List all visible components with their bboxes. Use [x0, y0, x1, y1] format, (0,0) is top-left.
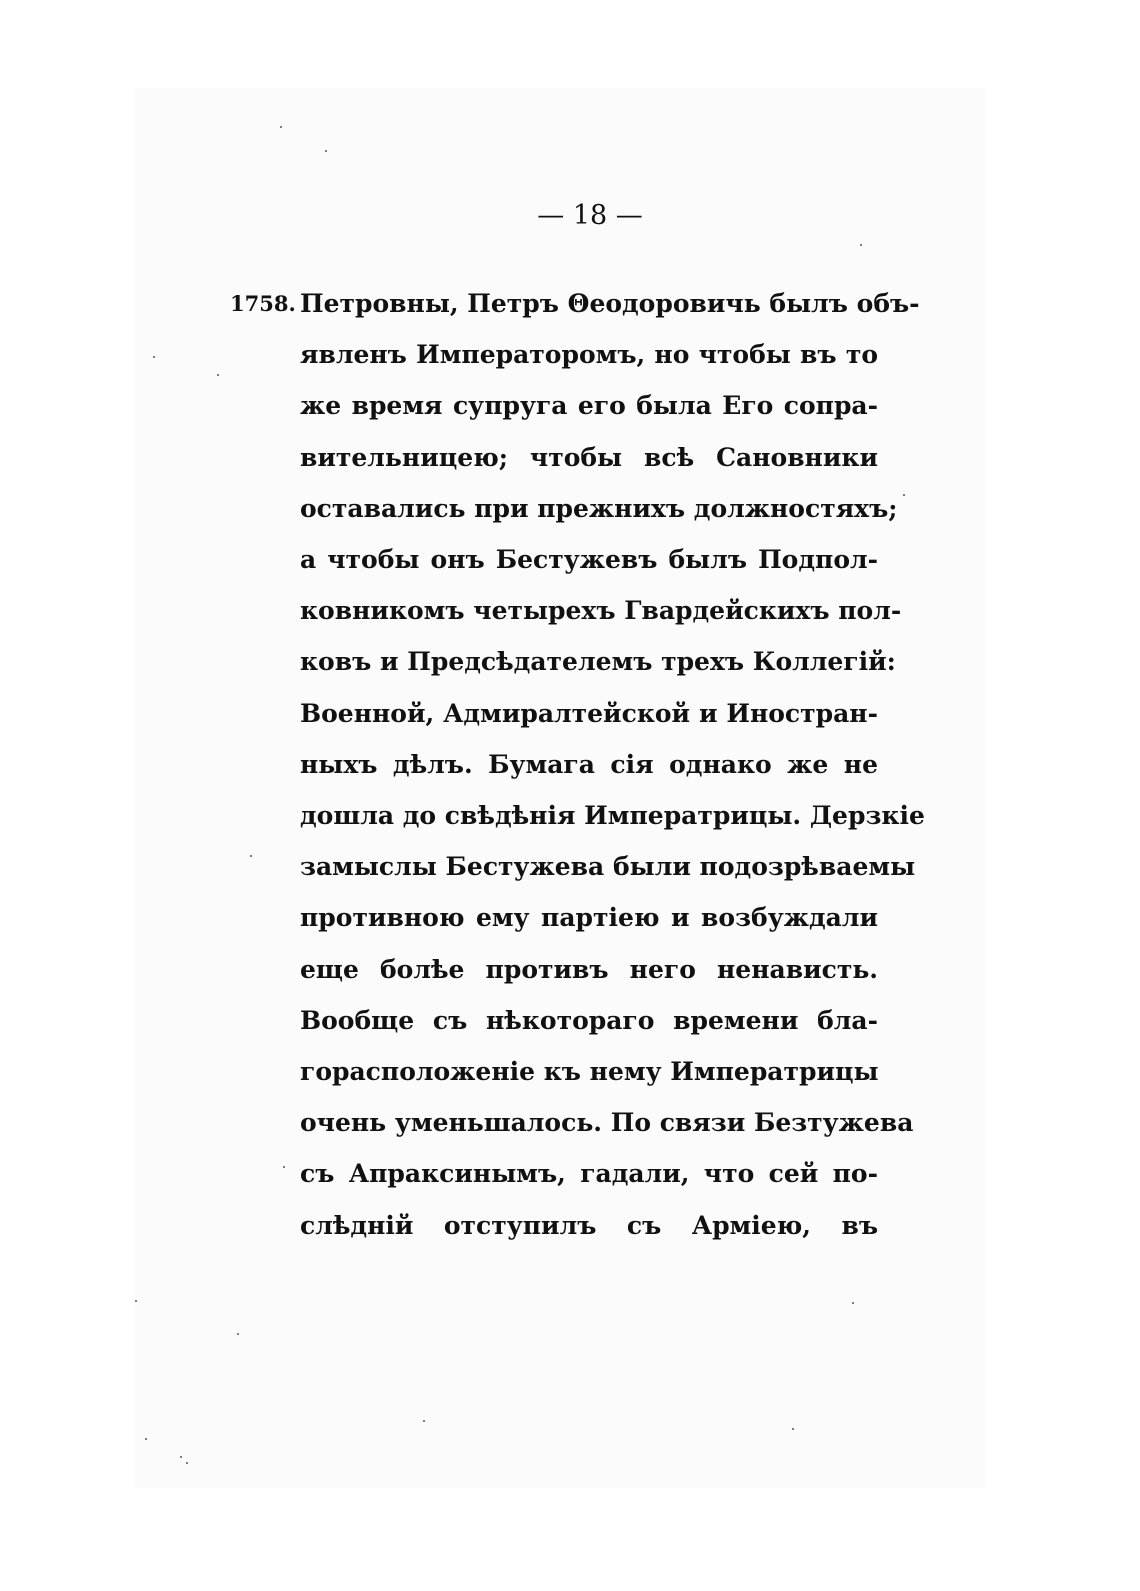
text-line: слѣдній отступилъ съ Арміею, въ	[300, 1210, 878, 1240]
scan-speck	[217, 374, 219, 376]
body-text	[300, 278, 925, 1251]
text-line: оставались при прежнихъ должностяхъ;	[300, 493, 898, 523]
text-line: дошла до свѣдѣнія Императрицы. Дерзкіе	[300, 801, 925, 831]
scan-speck	[283, 1166, 285, 1168]
scan-speck	[135, 1300, 137, 1302]
text-line: Вообще съ нѣкотораго времени бла-	[300, 1005, 878, 1035]
scan-speck	[280, 126, 282, 128]
scan-speck	[792, 1428, 794, 1430]
scan-speck	[145, 1438, 147, 1440]
scan-speck	[903, 494, 905, 496]
text-line: еще болѣе противъ него ненависть.	[300, 954, 878, 984]
text-line: а чтобы онъ Бестужевъ былъ Подпол-	[300, 545, 878, 575]
text-line: же время супруга его была Его сопра-	[300, 391, 878, 421]
text-line: ковникомъ четырехъ Гвардейскихъ пол-	[300, 596, 902, 626]
scan-speck	[237, 1333, 239, 1335]
text-line: очень уменьшалось. По связи Безтужева	[300, 1108, 914, 1138]
text-line: съ Апраксинымъ, гадали, что сей по-	[300, 1159, 878, 1189]
scan-speck	[186, 1462, 188, 1464]
scan-speck	[250, 855, 252, 857]
text-line: Петровны, Петръ Θеодоровичь былъ объ-	[300, 289, 920, 318]
scan-speck	[325, 150, 327, 152]
text-line: замыслы Бестужева были подозрѣваемы	[300, 852, 916, 882]
text-line: Военной, Адмиралтейской и Иностран-	[300, 698, 878, 728]
text-line: горасположеніе къ нему Императрицы	[300, 1057, 879, 1087]
scan-speck	[852, 1302, 854, 1304]
text-line: ковъ и Предсѣдателемъ трехъ Коллегій:	[300, 647, 896, 677]
text-line: ныхъ дѣлъ. Бумага сія однако же не	[300, 749, 878, 779]
text-line: вительницею; чтобы всѣ Сановники	[300, 442, 878, 472]
page-number: — 18 —	[537, 200, 643, 231]
scan-speck	[860, 244, 862, 246]
margin-year-note: 1758.	[230, 291, 296, 316]
text-line: явленъ Императоромъ, но чтобы въ то	[300, 340, 878, 370]
scan-speck	[153, 356, 155, 358]
text-line: противною ему партіею и возбуждали	[300, 903, 878, 933]
scan-speck	[180, 1456, 182, 1458]
scan-speck	[423, 1420, 425, 1422]
